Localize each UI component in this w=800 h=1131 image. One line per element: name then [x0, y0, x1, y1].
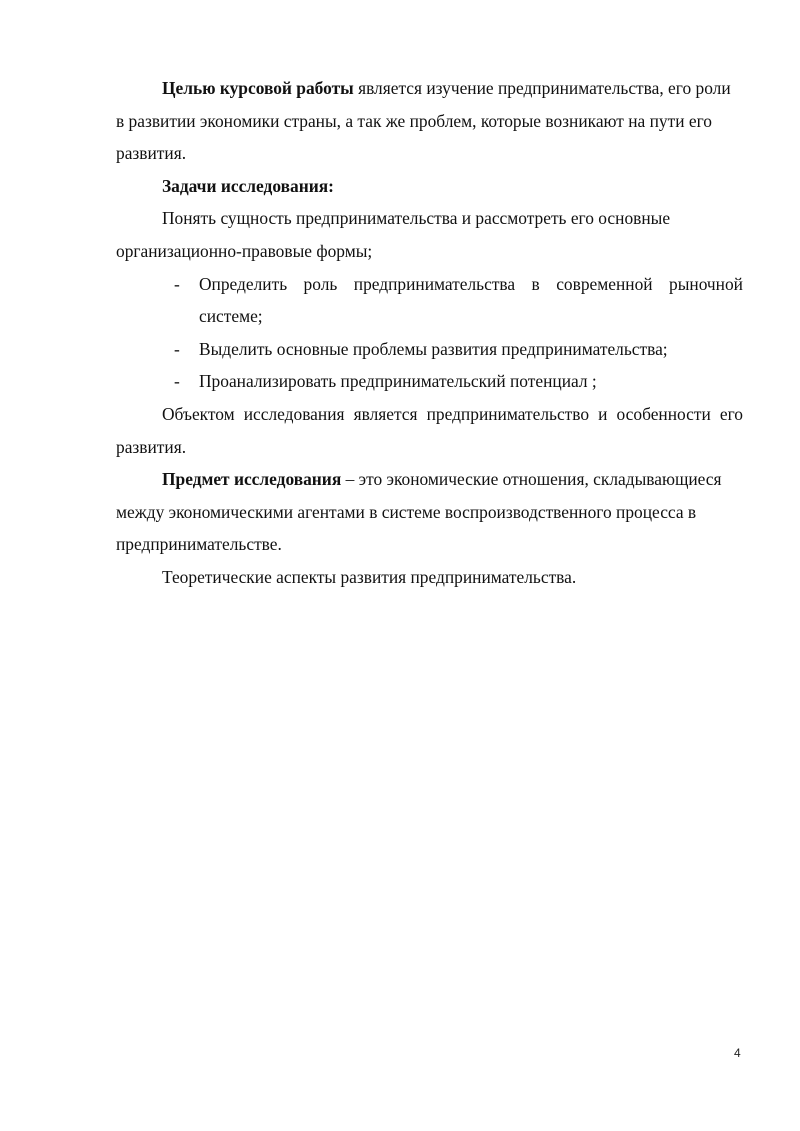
- goal-paragraph: [116, 72, 743, 170]
- subject-text: – это экономические отношения, складывающиеся между экономическими агентами в системе воспроизводственного процесса в предпринимательстве.: [116, 469, 722, 555]
- subject-bold-lead: Предмет исследования: [162, 469, 342, 490]
- list-item: [116, 333, 743, 366]
- object-paragraph: Объектом исследования является предпринимательство и особенности его развития.: [116, 403, 743, 457]
- goal-text: является изучение предпринимательства, его роли в развитии экономики страны, а так же проблем, которые возникают на пути его развития.: [116, 78, 731, 164]
- page-content: [116, 72, 743, 594]
- list-dash: -: [174, 338, 180, 359]
- list-item-text: Выделить основные проблемы развития предпринимательства;: [199, 338, 668, 359]
- tasks-list: [116, 268, 743, 398]
- list-item-text: Проанализировать предпринимательский потенциал ;: [199, 371, 597, 392]
- theory-paragraph: Теоретические аспекты развития предпринимательства.: [162, 566, 577, 587]
- list-item: [116, 268, 743, 333]
- list-dash: -: [174, 371, 180, 392]
- tasks-heading: [116, 170, 743, 203]
- list-item: [116, 365, 743, 398]
- list-item-text: Определить роль предпринимательства в современной рыночной системе;: [199, 273, 743, 327]
- goal-bold-lead: Целью курсовой работы: [162, 78, 354, 98]
- subject-paragraph: [116, 463, 743, 561]
- task-first-paragraph: Понять сущность предпринимательства и рассмотреть его основные организационно-правовые формы;: [116, 208, 671, 261]
- tasks-heading-text: Задачи исследования:: [162, 175, 334, 196]
- list-dash: -: [174, 273, 180, 294]
- page-number: 4: [734, 1046, 741, 1060]
